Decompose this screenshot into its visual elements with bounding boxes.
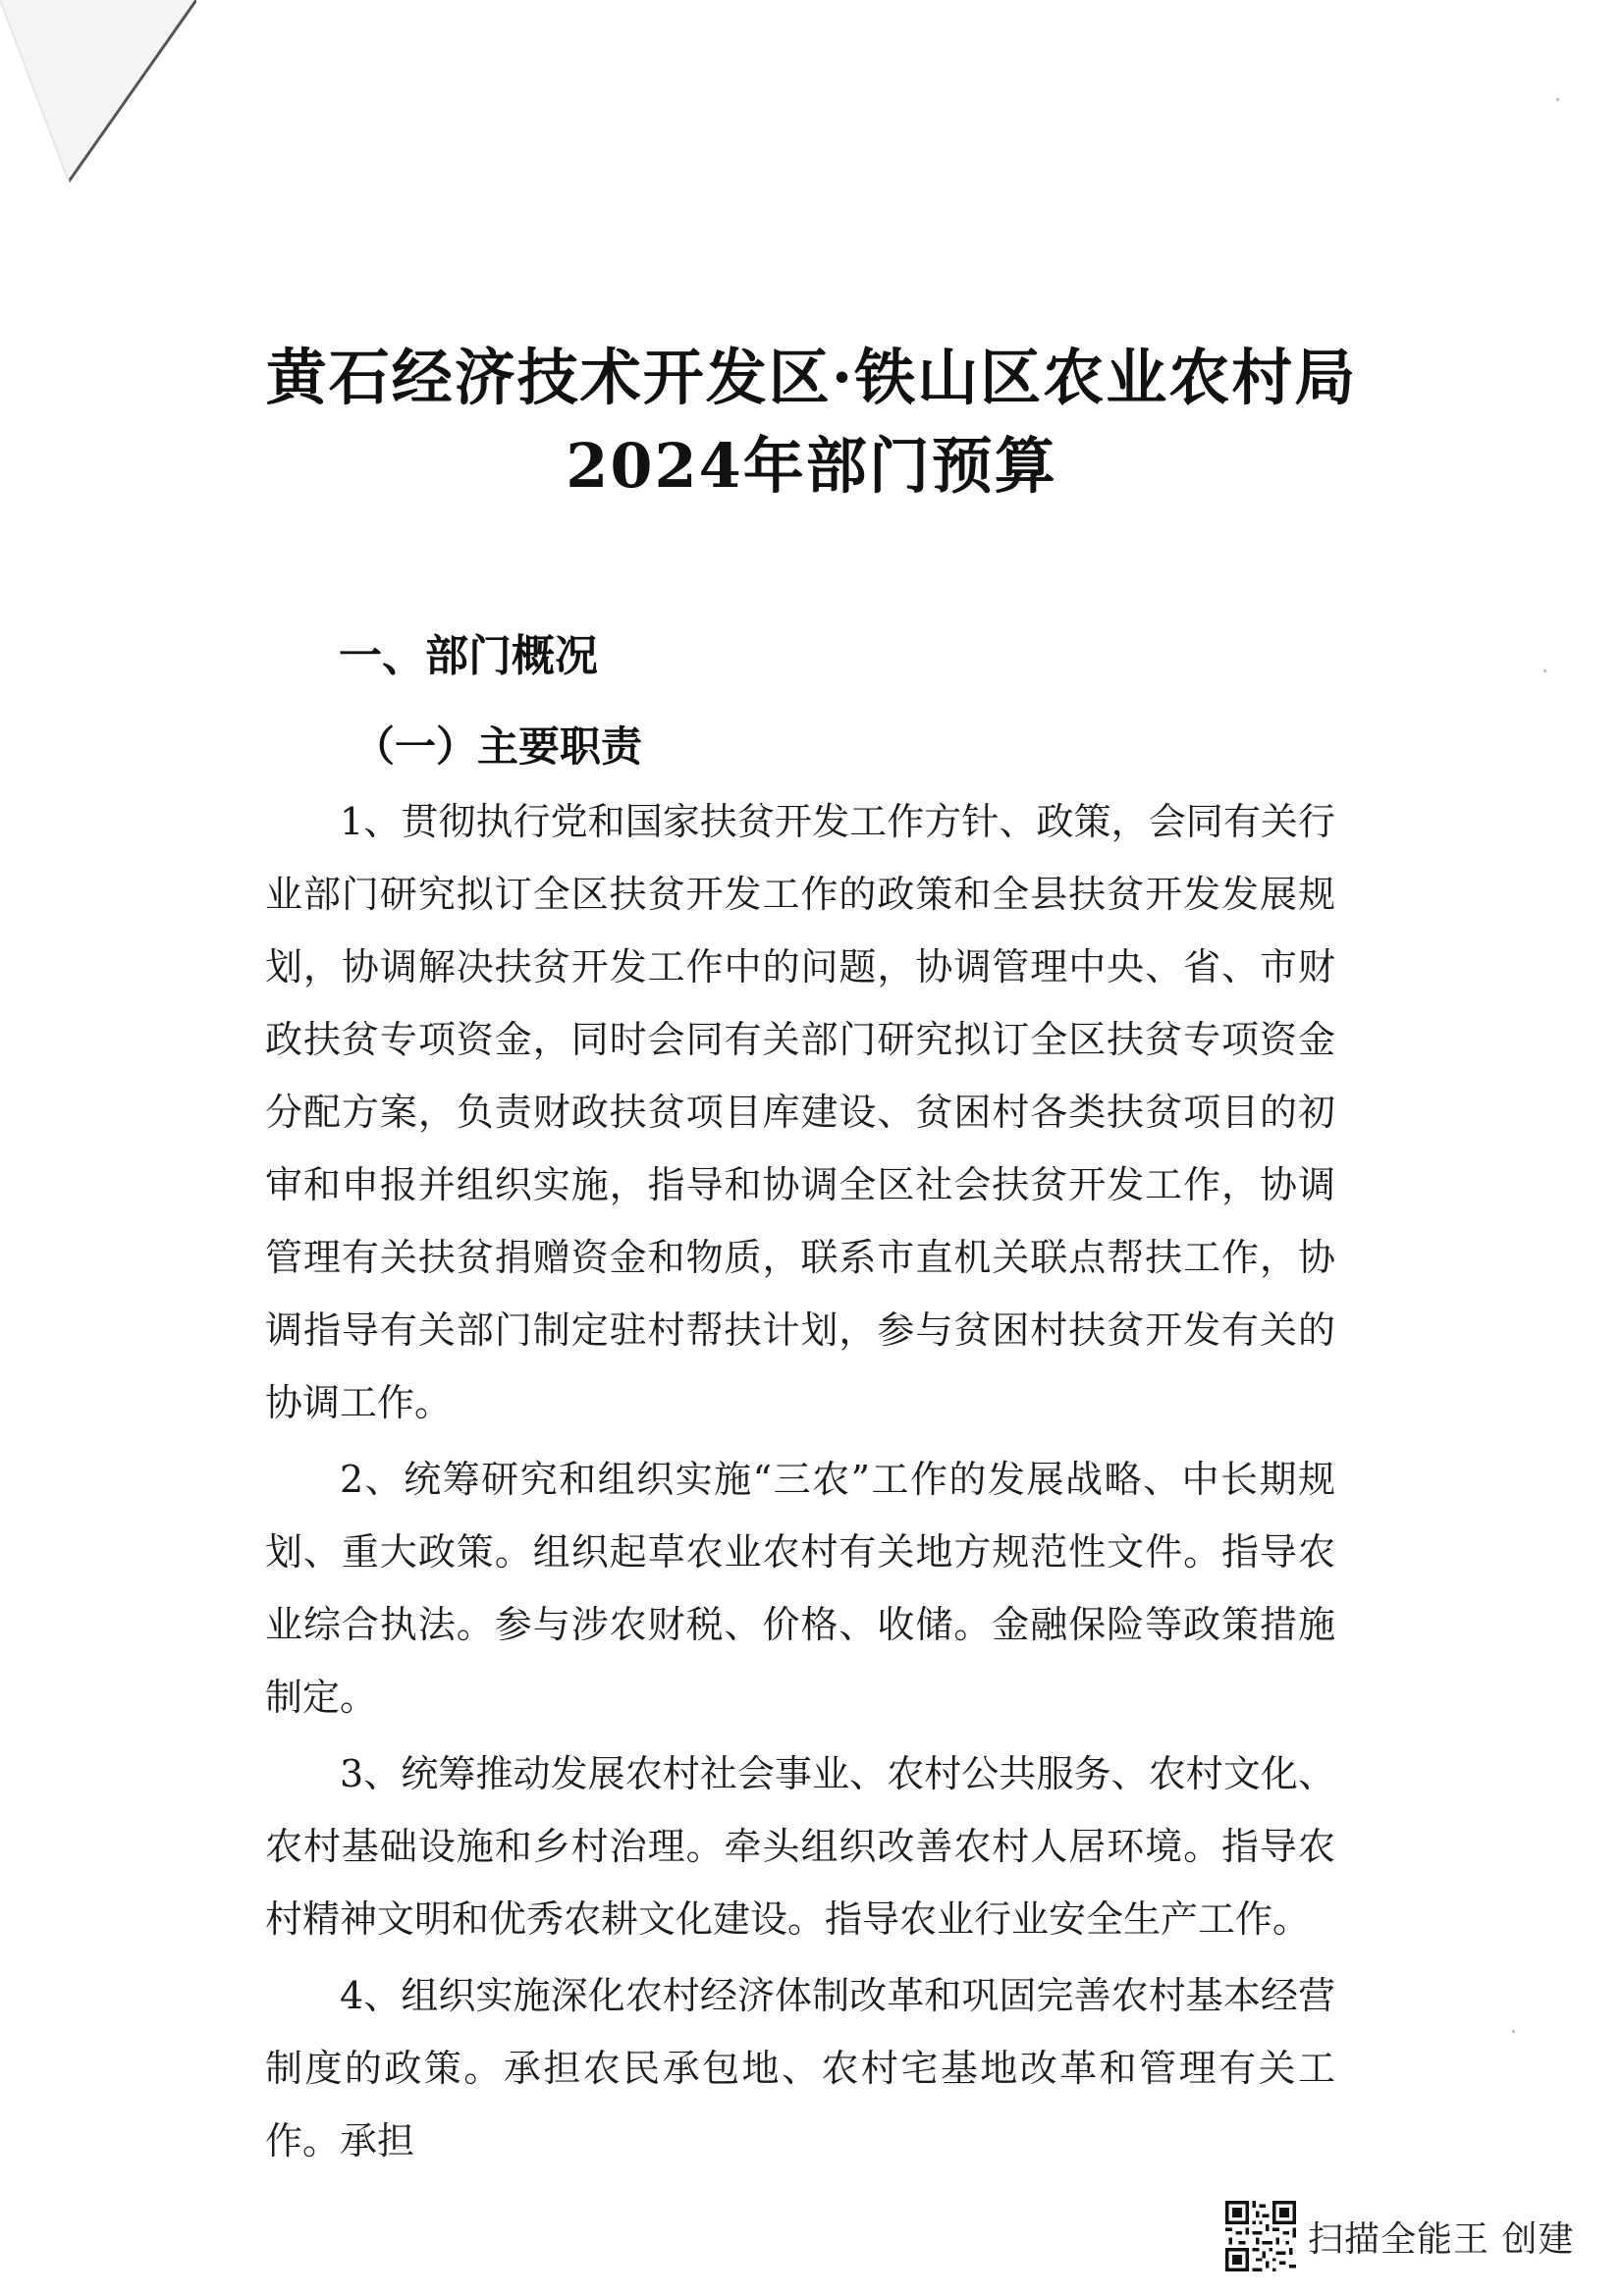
- body-text: [265, 785, 1335, 2181]
- scan-speck: [1512, 2030, 1515, 2033]
- scan-speck: [1543, 669, 1546, 672]
- qr-code-icon: [1225, 2201, 1296, 2271]
- paragraph-4: 4、组织实施深化农村经济体制改革和巩固完善农村基本经营制度的政策。承担农民承包地、农村宅基地改革和管理有关工作。承担: [265, 1974, 1335, 2163]
- paragraph-3: 3、统筹推动发展农村社会事业、农村公共服务、农村文化、农村基础设施和乡村治理。牵头组织改善农村人居环境。指导农村精神文明和优秀农耕文化建设。指导农业行业安全生产工作。: [265, 1752, 1335, 1941]
- scan-speck: [1556, 98, 1559, 101]
- scanner-watermark: [1225, 2201, 1574, 2271]
- paragraph-1: 1、贯彻执行党和国家扶贫开发工作方针、政策，会同有关行业部门研究拟订全区扶贫开发工作的政策和全县扶贫开发发展规划，协调解决扶贫开发工作中的问题，协调管理中央、省、市财政扶贫专项资金，同时会同有关部门研究拟订全区扶贫专项资金分配方案，负责财政扶贫项目库建设、贫困村各类扶贫项目的初审和申报并组织实施，指导和协调全区社会扶贫开发工作，协调管理有关扶贫捐赠资金和物质，联系市直机关联点帮扶工作，协调指导有关部门制定驻村帮扶计划，参与贫困村扶贫开发有关的协调工作。: [265, 800, 1335, 1424]
- page-fold-corner: [0, 0, 196, 196]
- document-title-line1: 黄石经济技术开发区·铁山区农业农村局: [265, 342, 1358, 413]
- paragraph-2: 2、统筹研究和组织实施“三农”工作的发展战略、中长期规划、重大政策。组织起草农业农村有关地方规范性文件。指导农业综合执法。参与涉农财税、价格、收储。金融保险等政策措施制定。: [265, 1458, 1335, 1719]
- document-title-line2: 2024年部门预算: [566, 430, 1057, 502]
- section-heading: 一、部门概况: [339, 631, 598, 681]
- watermark-text: 扫描全能王 创建: [1308, 2218, 1575, 2260]
- subsection-heading: （一）主要职责: [353, 722, 643, 771]
